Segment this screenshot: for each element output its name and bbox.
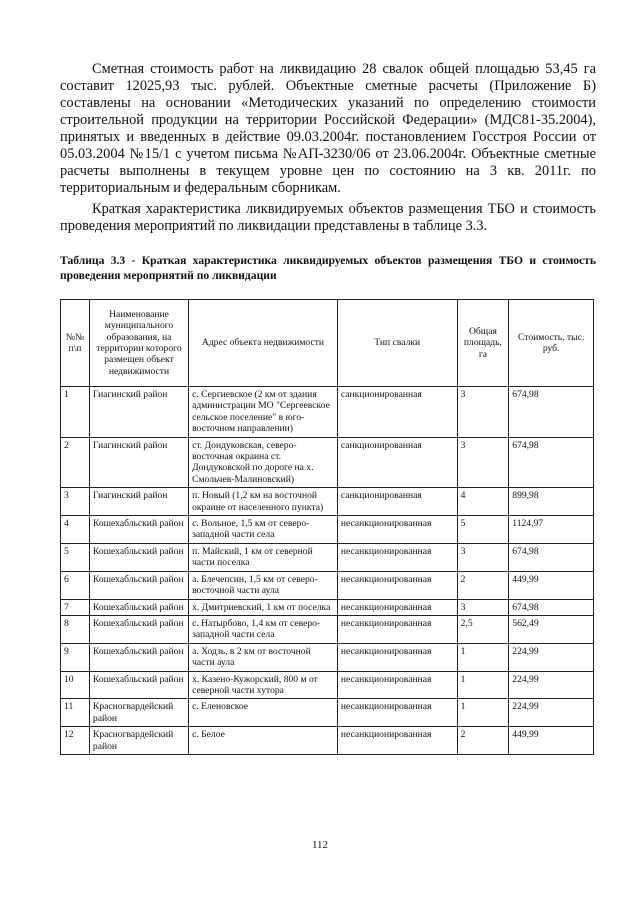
cell-municipality: Гиагинский район bbox=[89, 488, 188, 516]
cell-address: п. Майский, 1 км от северной части поселка bbox=[189, 543, 338, 571]
cell-number: 7 bbox=[61, 599, 90, 615]
table-row bbox=[61, 671, 594, 699]
cell-number: 12 bbox=[61, 727, 90, 755]
cell-area: 2 bbox=[457, 571, 509, 599]
cell-area: 4 bbox=[457, 488, 509, 516]
cell-type: санкционированная bbox=[337, 437, 457, 488]
cell-municipality: Кошехабльский район bbox=[89, 615, 188, 643]
cell-type: несанкционированная bbox=[337, 543, 457, 571]
cell-cost: 224,99 bbox=[509, 699, 594, 727]
cell-address: с. Натырбово, 1,4 км от северо-западной части села bbox=[189, 615, 338, 643]
cell-municipality: Кошехабльский район bbox=[89, 643, 188, 671]
cell-cost: 674,98 bbox=[509, 437, 594, 488]
cell-area: 2 bbox=[457, 727, 509, 755]
cell-cost: 674,98 bbox=[509, 387, 594, 438]
header-municipality: Наименование муниципального образования, на территории которого размещен объект недвижимости bbox=[89, 300, 188, 387]
header-area: Общая площадь, га bbox=[457, 300, 509, 387]
cell-address: с. Сергиевское (2 км от здания администрации МО "Сергеевское сельское поселение" в юго-восточном направлении) bbox=[189, 387, 338, 438]
cell-area: 1 bbox=[457, 699, 509, 727]
cell-address: с. Еленовское bbox=[189, 699, 338, 727]
table-row bbox=[61, 615, 594, 643]
cell-type: несанкционированная bbox=[337, 727, 457, 755]
cell-type: несанкционированная bbox=[337, 615, 457, 643]
cell-municipality: Гиагинский район bbox=[89, 387, 188, 438]
cell-cost: 449,99 bbox=[509, 571, 594, 599]
cell-type: несанкционированная bbox=[337, 516, 457, 544]
cell-number: 10 bbox=[61, 671, 90, 699]
cell-type: несанкционированная bbox=[337, 599, 457, 615]
cell-cost: 899,98 bbox=[509, 488, 594, 516]
paragraph-summary bbox=[60, 201, 596, 235]
table-body bbox=[61, 387, 594, 755]
table-row bbox=[61, 488, 594, 516]
cell-number: 1 bbox=[61, 387, 90, 438]
cell-number: 4 bbox=[61, 516, 90, 544]
header-cost: Стоимость, тыс. руб. bbox=[509, 300, 594, 387]
table-row bbox=[61, 599, 594, 615]
cell-number: 3 bbox=[61, 488, 90, 516]
landfill-table bbox=[60, 299, 594, 755]
table-header-row bbox=[61, 300, 594, 387]
cell-area: 1 bbox=[457, 671, 509, 699]
cell-address: с. Вольное, 1,5 км от северо-западной части села bbox=[189, 516, 338, 544]
cell-municipality: Кошехабльский район bbox=[89, 671, 188, 699]
paragraph-text: Сметная стоимость работ на ликвидацию 28 свалок общей площадью 53,45 га составит 12025,93 тыс. рублей. Объектные сметные расчеты (Приложение Б) составлены на основании «Методических указаний по определению стоимости строительной продукции на территории Российской Федерации» (МДС81-35.2004), принятых и введенных в действие 09.03.2004г. постановлением Госстроя России от 05.03.2004 №15/1 с учетом письма №АП-3230/06 от 23.06.2004г. Объектные сметные расчеты выполнены в текущем уровне цен по состоянию на 3 кв. 2011г. по территориальным и федеральным сборникам. bbox=[60, 61, 596, 196]
table-caption: Таблица 3.3 - Краткая характеристика ликвидируемых объектов размещения ТБО и стоимость проведения мероприятий по ликвидации bbox=[60, 254, 596, 282]
cell-cost: 224,99 bbox=[509, 671, 594, 699]
cell-number: 11 bbox=[61, 699, 90, 727]
table-row bbox=[61, 516, 594, 544]
cell-area: 2,5 bbox=[457, 615, 509, 643]
cell-municipality: Красногвардейский район bbox=[89, 699, 188, 727]
cell-area: 1 bbox=[457, 643, 509, 671]
table-row bbox=[61, 437, 594, 488]
cell-municipality: Гиагинский район bbox=[89, 437, 188, 488]
cell-municipality: Кошехабльский район bbox=[89, 516, 188, 544]
cell-cost: 674,98 bbox=[509, 543, 594, 571]
cell-address: а. Блечепсин, 1,5 км от северо-восточной части аула bbox=[189, 571, 338, 599]
cell-address: ст. Дондуковская, северо-восточная окраина ст. Дондуковской по дороге на х. Смольчев-Малиновский) bbox=[189, 437, 338, 488]
cell-type: несанкционированная bbox=[337, 643, 457, 671]
table-row bbox=[61, 571, 594, 599]
cell-cost: 562,49 bbox=[509, 615, 594, 643]
cell-address: х. Казено-Кужорский, 800 м от северной части хутора bbox=[189, 671, 338, 699]
paragraph-text: Краткая характеристика ликвидируемых объектов размещения ТБО и стоимость проведения мероприятий по ликвидации представлены в таблице 3.3. bbox=[60, 201, 596, 234]
cell-number: 8 bbox=[61, 615, 90, 643]
cell-area: 3 bbox=[457, 387, 509, 438]
cell-type: несанкционированная bbox=[337, 571, 457, 599]
cell-number: 2 bbox=[61, 437, 90, 488]
table-row bbox=[61, 643, 594, 671]
cell-municipality: Кошехабльский район bbox=[89, 571, 188, 599]
table-row bbox=[61, 543, 594, 571]
cell-area: 3 bbox=[457, 437, 509, 488]
cell-municipality: Красногвардейский район bbox=[89, 727, 188, 755]
cell-address: п. Новый (1,2 км на восточной окраине от населенного пункта) bbox=[189, 488, 338, 516]
cell-area: 3 bbox=[457, 543, 509, 571]
cell-number: 5 bbox=[61, 543, 90, 571]
cell-number: 9 bbox=[61, 643, 90, 671]
table-row bbox=[61, 699, 594, 727]
table-row bbox=[61, 727, 594, 755]
table-row bbox=[61, 387, 594, 438]
cell-type: санкционированная bbox=[337, 387, 457, 438]
paragraph-estimate bbox=[60, 61, 596, 197]
header-type: Тип свалки bbox=[337, 300, 457, 387]
page-number: 112 bbox=[311, 839, 329, 851]
cell-cost: 1124,97 bbox=[509, 516, 594, 544]
header-address: Адрес объекта недвижимости bbox=[189, 300, 338, 387]
cell-cost: 224,99 bbox=[509, 643, 594, 671]
cell-cost: 449,99 bbox=[509, 727, 594, 755]
cell-cost: 674,98 bbox=[509, 599, 594, 615]
cell-municipality: Кошехабльский район bbox=[89, 599, 188, 615]
cell-type: несанкционированная bbox=[337, 699, 457, 727]
header-number: №№ п\п bbox=[61, 300, 90, 387]
cell-area: 5 bbox=[457, 516, 509, 544]
cell-type: санкционированная bbox=[337, 488, 457, 516]
cell-address: с. Белое bbox=[189, 727, 338, 755]
cell-number: 6 bbox=[61, 571, 90, 599]
cell-municipality: Кошехабльский район bbox=[89, 543, 188, 571]
cell-address: а. Ходзь, в 2 км от восточной части аула bbox=[189, 643, 338, 671]
cell-address: х. Дмитриевский, 1 км от поселка bbox=[189, 599, 338, 615]
cell-type: несанкционированная bbox=[337, 671, 457, 699]
cell-area: 3 bbox=[457, 599, 509, 615]
